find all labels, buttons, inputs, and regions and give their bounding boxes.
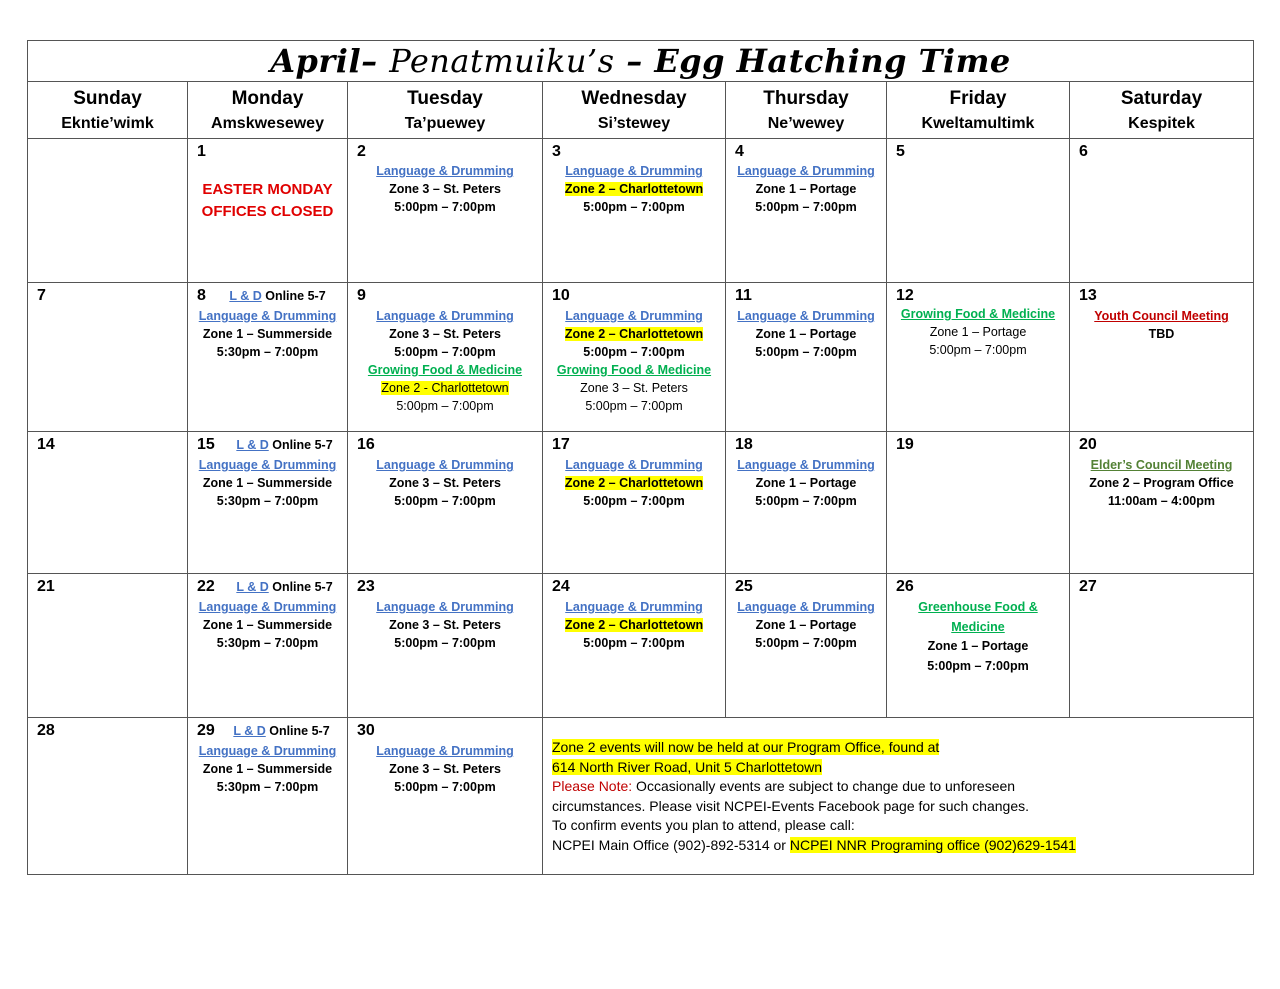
day-number: 3 <box>552 143 561 160</box>
event-link-greenhouse-2[interactable]: Medicine <box>951 619 1005 634</box>
day-cell-23 <box>348 574 543 718</box>
event-time: 5:00pm – 7:00pm <box>583 636 685 650</box>
event-location: Zone 2 – Charlottetown <box>564 476 704 490</box>
day-cell-5 <box>887 139 1070 283</box>
day-cell-8 <box>188 283 348 432</box>
event-time: 5:00pm – 7:00pm <box>755 636 857 650</box>
day-number: 1 <box>197 143 206 160</box>
event-link-language-drumming[interactable]: Language & Drumming <box>737 309 875 323</box>
event-link-language-drumming[interactable]: Language & Drumming <box>565 600 703 614</box>
day-cell-7 <box>28 283 188 432</box>
calendar-title: April– Penatmuiku’s – Egg Hatching Time <box>270 42 1011 80</box>
ld-online-link[interactable]: L & D <box>233 724 266 738</box>
event-location: Zone 2 – Charlottetown <box>564 327 704 341</box>
day-cell-28 <box>28 718 188 875</box>
day-number: 15 <box>197 436 215 453</box>
event-location: Zone 3 – St. Peters <box>580 381 688 395</box>
easter-notice: EASTER MONDAY <box>202 181 333 198</box>
day-cell-21 <box>28 574 188 718</box>
day-number: 14 <box>37 436 55 453</box>
header-wednesday: Wednesday Si’stewey <box>543 82 726 139</box>
event-time: 5:00pm – 7:00pm <box>394 345 496 359</box>
day-cell-22 <box>188 574 348 718</box>
event-location: Zone 1 – Portage <box>755 182 857 196</box>
day-cell-6 <box>1070 139 1254 283</box>
event-location: Zone 2 – Program Office <box>1089 476 1234 490</box>
event-time: 5:30pm – 7:00pm <box>216 780 319 794</box>
day-number: 26 <box>896 578 914 595</box>
event-link-language-drumming[interactable]: Language & Drumming <box>376 164 514 178</box>
day-cell-12 <box>887 283 1070 432</box>
event-location: Zone 1 – Portage <box>755 327 857 341</box>
event-time: 5:00pm – 7:00pm <box>585 399 683 413</box>
event-location: Zone 1 – Summerside <box>202 476 333 490</box>
event-link-language-drumming[interactable]: Language & Drumming <box>376 600 514 614</box>
event-time: 5:30pm – 7:00pm <box>216 494 319 508</box>
note-nnr-office: NCPEI NNR Programing office (902)629-1541 <box>789 836 1076 853</box>
day-cell-29 <box>188 718 348 875</box>
event-location: Zone 1 – Summerside <box>202 327 333 341</box>
day-cell-9 <box>348 283 543 432</box>
day-number: 10 <box>552 287 570 304</box>
event-link-language-drumming[interactable]: Language & Drumming <box>376 744 514 758</box>
offices-closed-notice: OFFICES CLOSED <box>201 203 334 220</box>
day-number: 24 <box>552 578 570 595</box>
note-change-line: Occasionally events are subject to change due to unforeseen <box>632 778 1016 794</box>
header-sunday: Sunday Ekntie’wimk <box>28 82 188 139</box>
event-location: Zone 2 – Charlottetown <box>564 618 704 632</box>
event-time: 5:00pm – 7:00pm <box>583 200 685 214</box>
note-zone2-line1: Zone 2 events will now be held at our Program Office, found at <box>552 739 940 755</box>
day-cell-26 <box>887 574 1070 718</box>
day-number: 22 <box>197 578 215 595</box>
event-time: 5:00pm – 7:00pm <box>929 343 1027 357</box>
ld-online-link[interactable]: L & D <box>236 438 269 452</box>
event-time: 5:30pm – 7:00pm <box>216 636 319 650</box>
event-location: Zone 2 – Charlottetown <box>564 182 704 196</box>
event-time: 11:00am – 4:00pm <box>1107 494 1215 508</box>
event-location: Zone 3 – St. Peters <box>389 476 501 490</box>
day-cell-11 <box>726 283 887 432</box>
event-time: 5:00pm – 7:00pm <box>927 658 1029 673</box>
day-cell-4 <box>726 139 887 283</box>
event-link-language-drumming[interactable]: Language & Drumming <box>737 164 875 178</box>
day-number: 21 <box>37 578 55 595</box>
day-number: 19 <box>896 436 914 453</box>
day-cell-empty <box>28 139 188 283</box>
event-time: 5:00pm – 7:00pm <box>394 780 496 794</box>
day-number: 20 <box>1079 436 1097 453</box>
note-zone2-address: 614 North River Road, Unit 5 Charlottetown <box>552 758 823 775</box>
online-label: Online 5-7 <box>268 438 333 452</box>
event-link-language-drumming[interactable]: Language & Drumming <box>198 458 337 472</box>
event-link-growing-food[interactable]: Growing Food & Medicine <box>900 307 1056 321</box>
event-link-language-drumming[interactable]: Language & Drumming <box>198 600 337 614</box>
event-time: 5:00pm – 7:00pm <box>755 200 857 214</box>
event-time: 5:00pm – 7:00pm <box>396 399 494 413</box>
day-number: 12 <box>896 287 914 304</box>
day-cell-19 <box>887 432 1070 574</box>
event-time: 5:00pm – 7:00pm <box>755 345 857 359</box>
header-thursday: Thursday Ne’wewey <box>726 82 887 139</box>
day-number: 9 <box>357 287 366 304</box>
event-link-language-drumming[interactable]: Language & Drumming <box>737 458 875 472</box>
event-location: Zone 3 – St. Peters <box>389 327 501 341</box>
day-cell-24 <box>543 574 726 718</box>
event-link-language-drumming[interactable]: Language & Drumming <box>565 164 703 178</box>
ld-online-link[interactable]: L & D <box>236 580 269 594</box>
notes-cell <box>543 718 1254 875</box>
note-confirm-line: To confirm events you plan to attend, please call: <box>552 817 855 833</box>
note-label: Please Note: <box>552 778 633 794</box>
day-cell-16 <box>348 432 543 574</box>
day-number: 25 <box>735 578 753 595</box>
day-cell-1 <box>188 139 348 283</box>
day-cell-27 <box>1070 574 1254 718</box>
day-number: 18 <box>735 436 753 453</box>
event-link-language-drumming[interactable]: Language & Drumming <box>565 458 703 472</box>
day-number: 16 <box>357 436 375 453</box>
event-location: Zone 3 – St. Peters <box>389 618 501 632</box>
day-number: 2 <box>357 143 366 160</box>
day-number: 23 <box>357 578 375 595</box>
day-cell-18 <box>726 432 887 574</box>
event-location: Zone 1 – Portage <box>755 618 857 632</box>
day-number: 7 <box>37 287 46 304</box>
event-location: Zone 1 – Portage <box>755 476 857 490</box>
day-cell-25 <box>726 574 887 718</box>
online-label: Online 5-7 <box>261 289 326 303</box>
event-location: Zone 1 – Portage <box>929 325 1027 339</box>
calendar-table <box>27 40 1254 875</box>
event-location: Zone 1 – Summerside <box>202 618 333 632</box>
event-location: Zone 2 - Charlottetown <box>381 381 509 395</box>
event-location: Zone 3 – St. Peters <box>389 182 501 196</box>
event-time: 5:00pm – 7:00pm <box>394 636 496 650</box>
event-link-language-drumming[interactable]: Language & Drumming <box>198 744 337 758</box>
day-number: 6 <box>1079 143 1088 160</box>
calendar-title-cell <box>28 41 1254 82</box>
day-cell-20 <box>1070 432 1254 574</box>
event-time: 5:00pm – 7:00pm <box>755 494 857 508</box>
day-number: 13 <box>1079 287 1097 304</box>
day-number: 29 <box>197 722 215 739</box>
day-cell-3 <box>543 139 726 283</box>
day-number: 17 <box>552 436 570 453</box>
header-friday: Friday Kweltamultimk <box>887 82 1070 139</box>
header-tuesday: Tuesday Ta’puewey <box>348 82 543 139</box>
event-location: Zone 1 – Portage <box>927 639 1029 653</box>
online-label: Online 5-7 <box>268 580 333 594</box>
day-cell-13 <box>1070 283 1254 432</box>
event-link-growing-food[interactable]: Growing Food & Medicine <box>367 363 523 377</box>
event-time: 5:00pm – 7:00pm <box>394 494 496 508</box>
event-time: 5:00pm – 7:00pm <box>583 345 685 359</box>
event-time: 5:30pm – 7:00pm <box>216 345 319 359</box>
ld-online-link[interactable]: L & D <box>229 289 262 303</box>
event-link-language-drumming[interactable]: Language & Drumming <box>737 600 875 614</box>
day-cell-17 <box>543 432 726 574</box>
day-number: 4 <box>735 143 744 160</box>
notes-block <box>552 738 1076 855</box>
day-number: 30 <box>357 722 375 739</box>
header-saturday: Saturday Kespitek <box>1070 82 1254 139</box>
day-cell-2 <box>348 139 543 283</box>
event-link-elders-council[interactable]: Elder’s Council Meeting <box>1090 458 1233 472</box>
day-number: 11 <box>735 287 752 304</box>
day-number: 27 <box>1079 578 1097 595</box>
day-cell-30 <box>348 718 543 875</box>
note-main-office: NCPEI Main Office (902)-892-5314 or <box>552 836 790 853</box>
event-link-language-drumming[interactable]: Language & Drumming <box>198 309 337 323</box>
event-location: Zone 3 – St. Peters <box>389 762 501 776</box>
event-link-language-drumming[interactable]: Language & Drumming <box>565 309 703 323</box>
note-facebook-line: circumstances. Please visit NCPEI-Events Facebook page for such changes. <box>552 797 1029 814</box>
event-link-language-drumming[interactable]: Language & Drumming <box>376 458 514 472</box>
event-link-greenhouse[interactable]: Greenhouse Food & <box>918 600 1038 614</box>
event-location: Zone 1 – Summerside <box>202 762 333 776</box>
event-time: 5:00pm – 7:00pm <box>583 494 685 508</box>
day-number: 28 <box>37 722 55 739</box>
event-link-youth-council[interactable]: Youth Council Meeting <box>1094 309 1229 323</box>
event-time: 5:00pm – 7:00pm <box>394 200 496 214</box>
event-link-growing-food[interactable]: Growing Food & Medicine <box>556 363 712 377</box>
day-cell-15 <box>188 432 348 574</box>
day-cell-14 <box>28 432 188 574</box>
header-monday: Monday Amskwesewey <box>188 82 348 139</box>
online-label: Online 5-7 <box>265 724 330 738</box>
day-cell-10 <box>543 283 726 432</box>
day-number: 5 <box>896 143 905 160</box>
day-number: 8 <box>197 287 206 304</box>
event-link-language-drumming[interactable]: Language & Drumming <box>376 309 514 323</box>
event-time: TBD <box>1148 327 1175 341</box>
